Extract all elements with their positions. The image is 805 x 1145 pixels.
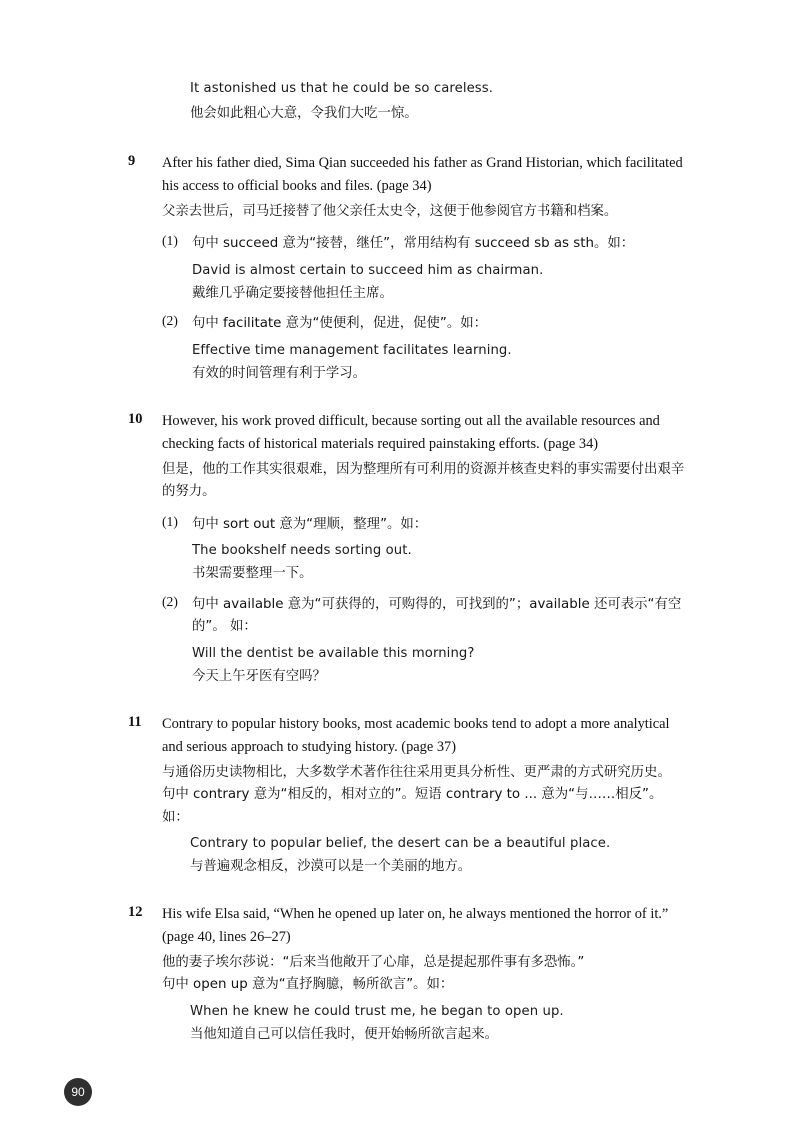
sub-point-gloss: 句中 succeed 意为“接替，继任”，常用结构有 succeed sb as sth。如： — [192, 236, 635, 252]
sub-point-example-english: Effective time management facilitates learning. — [192, 342, 512, 358]
sub-point-example-english: David is almost certain to succeed him as chairman. — [192, 262, 544, 278]
sub-point-gloss: 句中 available 意为“可获得的，可购得的，可找到的”；available 还可表示“有空的”。 如： — [192, 596, 682, 635]
item-chinese-translation: 与通俗历史读物相比，大多数学术著作往往采用更具分析性、更严肃的方式研究历史。 — [162, 764, 671, 780]
item-gloss: 句中 contrary 意为“相反的，相对立的”。短语 contrary to ... 意为“与……相反”。如： — [162, 787, 663, 825]
sub-point-example-chinese: 书架需要整理一下。 — [192, 566, 313, 582]
sub-point — [162, 233, 688, 305]
page-number-badge: 90 — [64, 1078, 92, 1106]
item-number: 10 — [128, 410, 143, 427]
item-body — [162, 903, 688, 1047]
item-chinese-translation: 父亲去世后，司马迁接替了他父亲任太史令，这便于他参阅官方书籍和档案。 — [162, 203, 618, 219]
numbered-item — [128, 152, 688, 386]
item-english-sentence: However, his work proved difficult, because sorting out all the available resources and checking facts of historical materials required painstaking efforts. (page 34) — [162, 412, 660, 453]
item-chinese-translation: 但是，他的工作其实很艰难，因为整理所有可利用的资源并核查史料的事实需要付出艰辛的努力。 — [162, 461, 685, 500]
sub-point-example-english: The bookshelf needs sorting out. — [192, 543, 412, 559]
sub-point-body — [192, 233, 688, 305]
page-content — [128, 78, 688, 1071]
sub-point-body — [192, 514, 688, 586]
sub-point-gloss: 句中 sort out 意为“理顺，整理”。如： — [192, 516, 428, 532]
sub-point-example-chinese: 戴维几乎确定要接替他担任主席。 — [192, 285, 393, 301]
sub-point-label: (2) — [162, 593, 178, 609]
item-body — [162, 410, 688, 689]
item-body — [162, 152, 688, 386]
item-body — [162, 713, 688, 879]
sub-point-body — [192, 594, 688, 689]
intro-example-chinese: 他会如此粗心大意，令我们大吃一惊。 — [190, 106, 418, 122]
item-number: 12 — [128, 903, 143, 920]
intro-example — [190, 78, 688, 126]
item-example-english: Contrary to popular belief, the desert can be a beautiful place. — [190, 836, 611, 852]
sub-point-gloss: 句中 facilitate 意为“使便利，促进，促使”。如： — [192, 316, 488, 332]
intro-example-english: It astonished us that he could be so careless. — [190, 81, 494, 96]
item-english-sentence: After his father died, Sima Qian succeeded his father as Grand Historian, which facilitated his access to official books and files. (page 34) — [162, 154, 683, 195]
item-number: 9 — [128, 152, 136, 169]
item-chinese-translation: 他的妻子埃尔莎说：“后来当他敞开了心扉，总是提起那件事有多恐怖。” — [162, 954, 585, 970]
sub-point-example-chinese: 今天上午牙医有空吗？ — [192, 669, 326, 685]
sub-point-example-chinese: 有效的时间管理有利于学习。 — [192, 366, 367, 382]
sub-point-label: (2) — [162, 313, 178, 329]
item-example-chinese: 与普遍观念相反，沙漠可以是一个美丽的地方。 — [190, 859, 472, 875]
item-example-chinese: 当他知道自己可以信任我时，便开始畅所欲言起来。 — [190, 1027, 498, 1043]
sub-point — [162, 313, 688, 385]
item-number: 11 — [128, 713, 142, 730]
numbered-item — [128, 903, 688, 1047]
sub-point — [162, 514, 688, 586]
sub-point-example-english: Will the dentist be available this morning? — [192, 646, 475, 661]
sub-point-label: (1) — [162, 233, 178, 249]
item-english-sentence: His wife Elsa said, “When he opened up later on, he always mentioned the horror of it.” (page 40, lines 26–27) — [162, 905, 669, 946]
item-gloss: 句中 open up 意为“直抒胸臆，畅所欲言”。如： — [162, 977, 454, 993]
item-example-english: When he knew he could trust me, he began to open up. — [190, 1003, 564, 1019]
sub-point-label: (1) — [162, 513, 178, 529]
item-english-sentence: Contrary to popular history books, most academic books tend to adopt a more analytical and serious approach to studying history. (page 37) — [162, 715, 670, 756]
numbered-item — [128, 410, 688, 689]
numbered-item — [128, 713, 688, 879]
sub-point-body — [192, 313, 688, 385]
sub-point — [162, 594, 688, 689]
